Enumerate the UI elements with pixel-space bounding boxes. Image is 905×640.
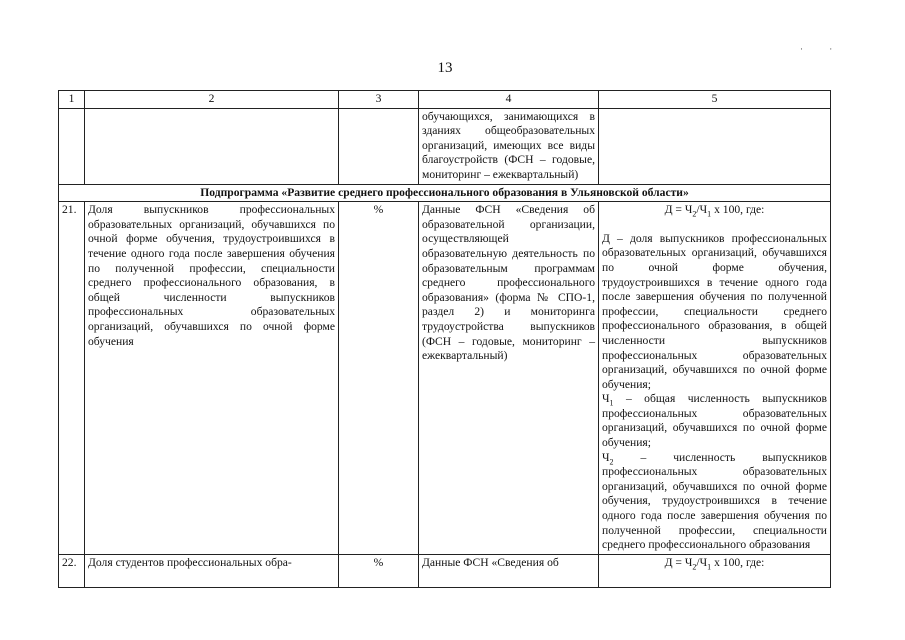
header-cell: 4 bbox=[419, 91, 599, 109]
unit-cell: % bbox=[339, 202, 419, 555]
source-cell: Данные ФСН «Сведения об bbox=[419, 554, 599, 587]
continuation-source-cell: обучающихся, занимающихся в зданиях общеобразовательных организаций, имеющих все виды благоустройств (ФСН – годовые, мониторинг – ежеквартальный) bbox=[419, 108, 599, 184]
table-row bbox=[59, 554, 831, 587]
section-title: Подпрограмма «Развитие среднего профессионального образования в Ульяновской области» bbox=[59, 184, 831, 202]
header-cell: 3 bbox=[339, 91, 419, 109]
header-cell: 5 bbox=[599, 91, 831, 109]
header-cell: 1 bbox=[59, 91, 85, 109]
formula-cell bbox=[599, 202, 831, 555]
indicators-table bbox=[58, 90, 831, 588]
row-number: 22. bbox=[59, 554, 85, 587]
page-number: 13 bbox=[437, 60, 453, 76]
indicator-cell: Доля студентов профессиональных обра- bbox=[85, 554, 339, 587]
header-row bbox=[59, 91, 831, 109]
table-row bbox=[59, 202, 831, 555]
formula-text: $Д = Ч_2/Ч_1$ х 100, где: bbox=[599, 554, 831, 587]
continuation-row bbox=[59, 108, 831, 184]
indicator-cell: Доля выпускников профессиональных образовательных организаций, обучавшихся по очной форме обучения, трудоустроившихся в течение одного года после завершения обучения по полученной профессии, специальности среднего профессионального образования, в общей численности выпускников профессиональных образовательных организаций, обучавшихся по очной форме обучения bbox=[85, 202, 339, 555]
source-cell: Данные ФСН «Сведения об образовательной организации, осуществляющей образовательную деятельность по образовательным программам среднего профессионального образования» (форма № СПО-1, раздел 2) и мониторинга трудоустройства выпускников (ФСН – годовые, мониторинг – ежеквартальный) bbox=[419, 202, 599, 555]
section-row bbox=[59, 184, 831, 202]
formula-d-definition: Д – доля выпускников профессиональных образовательных организаций, обучавшихся по очной форме обучения, трудоустроившихся в течение одного года после завершения обучения по полученной профессии, специальности среднего профессионального образования, в общей численности выпускников профессиональных образовательных организаций, обучавшихся по очной форме обучения; bbox=[602, 231, 827, 391]
scan-specks: · · bbox=[800, 44, 845, 54]
header-cell: 2 bbox=[85, 91, 339, 109]
unit-cell: % bbox=[339, 554, 419, 587]
row-number: 21. bbox=[59, 202, 85, 555]
formula-ch1-definition: $Ч_1$ – общая численность выпускников профессиональных образовательных организаций, обучавшихся по очной форме обучения; bbox=[602, 392, 827, 450]
formula-text: $Д = Ч_2/Ч_1$ х 100, где: bbox=[664, 203, 765, 219]
formula-ch2-definition: $Ч_2$ – численность выпускников профессиональных образовательных организаций, обучавшихся по очной форме обучения, трудоустроившихся в течение одного года после завершения обучения по полученной профессии, специальности среднего профессионального образования bbox=[602, 450, 827, 552]
